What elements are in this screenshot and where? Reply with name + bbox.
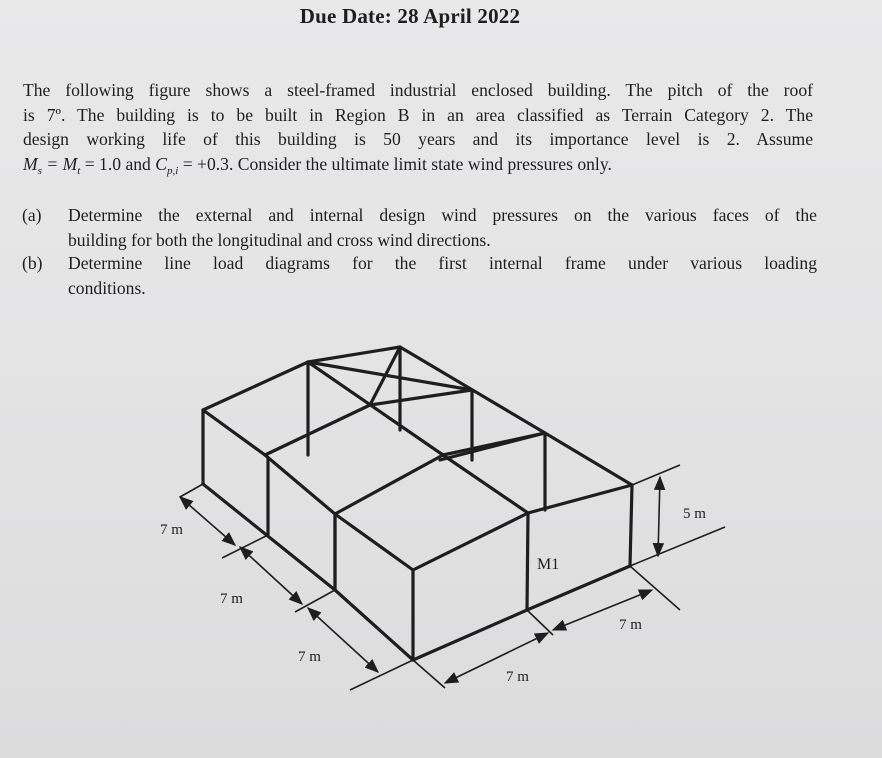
roof-brace-3: [440, 433, 545, 460]
far-mid-column: [527, 513, 528, 610]
intro-line-1: The following figure shows a steel-framed industrial enclosed building. The pitch of the roof: [23, 80, 813, 100]
frame-m1-label: M1: [537, 556, 560, 573]
far-end-rafters: [413, 485, 632, 570]
front-eave: [335, 514, 413, 570]
far-corner-column: [630, 485, 632, 566]
question-a-line-1: Determine the external and internal design wind pressures on the various faces of the: [68, 205, 817, 225]
bay-2-label: 7 m: [220, 591, 243, 607]
question-b-mark: (b): [22, 253, 43, 273]
ridge-line: [308, 362, 528, 513]
cpi-subscript: p,i: [167, 164, 179, 177]
ms-symbol: M: [23, 153, 38, 174]
intro-line-2: is 7º. The building is to be built in Region B in an area classified as Terrain Category 2. The: [23, 104, 813, 125]
height-label: 5 m: [683, 506, 706, 522]
mt-symbol: = M: [41, 153, 78, 174]
question-a-mark: (a): [22, 205, 42, 225]
frame-members: [203, 347, 632, 660]
bay-3-label: 7 m: [298, 649, 321, 665]
span-2-label: 7 m: [619, 617, 642, 633]
question-b-line-2: conditions.: [68, 277, 146, 298]
span-1-label: 7 m: [506, 669, 529, 685]
question-b-line-1: Determine line load diagrams for the first internal frame under various loading: [68, 253, 817, 273]
intro-line-4-end: = +0.3. Consider the ultimate limit state wind pressures only.: [178, 153, 612, 174]
mt-subscript: t: [77, 164, 81, 177]
intro-line-3: design working life of this building is 50 years and its importance level is 2. Assume: [23, 129, 813, 149]
question-a-line-2: building for both the longitudinal and cross wind directions.: [68, 229, 491, 250]
back-rafters: [203, 347, 400, 410]
dimension-lines: [160, 465, 725, 690]
back-eave: [400, 347, 632, 485]
page-title: Due Date: 28 April 2022: [299, 4, 521, 28]
ms-subscript: s: [37, 164, 42, 177]
front-base-line: [203, 484, 413, 660]
cpi-symbol: C: [155, 153, 167, 174]
frame-1-rafters: [265, 390, 472, 455]
intro-line-4-text: = 1.0 and: [80, 153, 156, 174]
bay-1-label: 7 m: [160, 522, 183, 538]
height-dimension: [658, 477, 660, 556]
